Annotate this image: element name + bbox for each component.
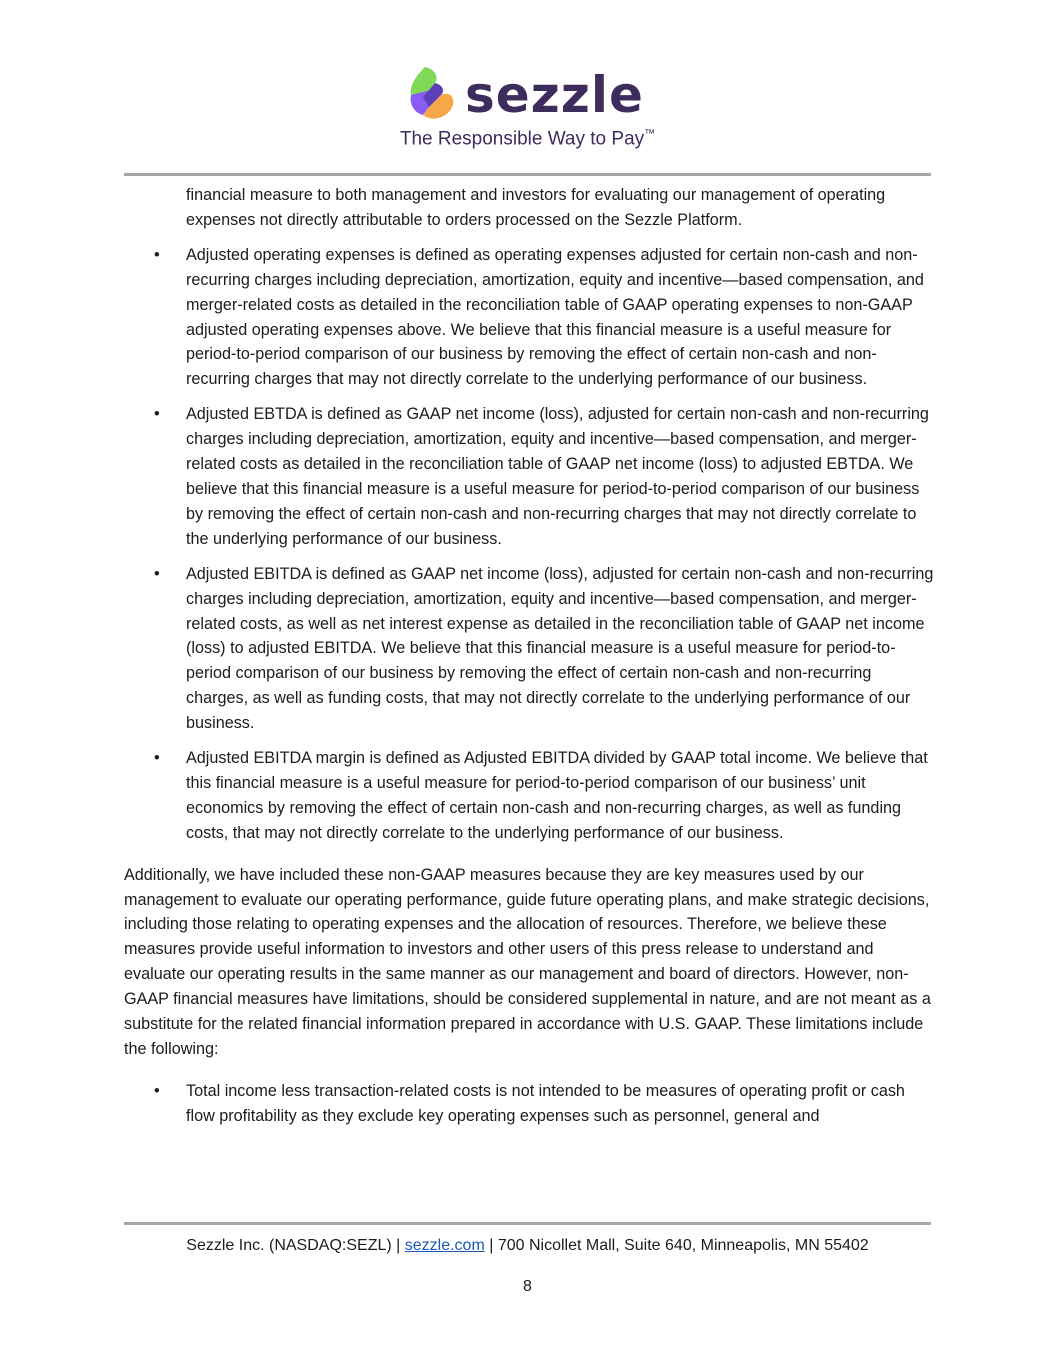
list-item-text: Adjusted operating expenses is defined as operating expenses adjusted for certain non-cash and non-recurring charges including depreciation, amortization, equity and incentive—based compensation, and merger-related costs as detailed in the reconciliation table of GAAP operating expenses to non-GAAP adjusted operating expenses above. We believe that this financial measure is a useful measure for period-to-period comparison of our business by removing the effect of certain non-cash and non-recurring charges that may not directly correlate to the underlying performance of our business. — [186, 245, 924, 389]
bullet-icon: • — [154, 1081, 160, 1100]
definitions-list — [124, 243, 934, 846]
list-item-text: Total income less transaction-related costs is not intended to be measures of operating profit or cash flow profitability as they exclude key operating expenses such as personnel, general and — [186, 1081, 905, 1125]
footer-address: | 700 Nicollet Mall, Suite 640, Minneapolis, MN 55402 — [489, 1237, 869, 1254]
continued-bullet-text: financial measure to both management and investors for evaluating our management of operating expenses not directly attributable to orders processed on the Sezzle Platform. — [186, 186, 886, 229]
brand-wordmark: sezzle — [465, 66, 644, 124]
sezzle-logo-mark-icon — [405, 65, 459, 125]
tagline — [0, 128, 1055, 150]
footer-divider — [124, 1222, 931, 1225]
list-item — [124, 562, 934, 736]
page-header — [0, 0, 1055, 176]
list-item — [124, 402, 934, 551]
header-divider — [124, 173, 931, 176]
sezzle-logo — [405, 64, 644, 126]
limitations-list — [124, 1079, 934, 1129]
list-item — [124, 746, 934, 846]
list-item — [124, 1079, 934, 1129]
bullet-icon: • — [154, 245, 160, 264]
list-item-text: Adjusted EBITDA is defined as GAAP net income (loss), adjusted for certain non-cash and non-recurring charges including depreciation, amortization, equity and incentive—based compensation, and merger-related costs, as well as net interest expense as detailed in the reconciliation table of GAAP net income (loss) to adjusted EBITDA. We believe that this financial measure is a useful measure for period-to-period comparison of our business by removing the effect of certain non-cash and non-recurring charges, as well as funding costs, that may not directly correlate to the underlying performance of our business. — [186, 564, 934, 733]
list-item-text: Adjusted EBITDA margin is defined as Adjusted EBITDA divided by GAAP total income. We believe that this financial measure is a useful measure for period-to-period comparison of our business’ unit economics by removing the effect of certain non-cash and non-recurring charges, as well as funding costs, that may not directly correlate to the underlying performance of our business. — [186, 749, 928, 842]
bullet-icon: • — [154, 405, 160, 424]
bullet-icon: • — [154, 564, 160, 583]
list-item-text: Adjusted EBTDA is defined as GAAP net income (loss), adjusted for certain non-cash and non-recurring charges including depreciation, amortization, equity and incentive—based compensation, and merger-related costs as detailed in the reconciliation table of GAAP net income (loss) to adjusted EBTDA. We believe that this financial measure is a useful measure for period-to-period comparison of our business by removing the effect of certain non-cash and non-recurring charges that may not directly correlate to the underlying performance of our business. — [186, 405, 929, 548]
trademark-symbol: ™ — [644, 128, 656, 140]
footer-company: Sezzle Inc. (NASDAQ:SEZL) | — [186, 1237, 401, 1254]
body-paragraph: Additionally, we have included these non-GAAP measures because they are key measures used by our management to evaluate our operating performance, guide future operating plans, and make strategic decisions, including those relating to operating expenses and the allocation of resources. Therefore, we believe these measures provide useful information to investors and other users of this press release to understand and evaluate our operating results in the same manner as our management and board of directors. However, non-GAAP financial measures have limitations, should be considered supplemental in nature, and are not meant as a substitute for the related financial information prepared in accordance with U.S. GAAP. These limitations include the following: — [124, 865, 931, 1058]
document-body — [124, 183, 934, 1139]
page-footer — [0, 1234, 1055, 1258]
website-link[interactable]: sezzle.com — [404, 1237, 485, 1254]
bullet-icon: • — [154, 749, 160, 768]
list-item — [124, 243, 934, 392]
page-number: 8 — [523, 1278, 532, 1295]
tagline-text: The Responsible Way to Pay — [399, 128, 645, 150]
